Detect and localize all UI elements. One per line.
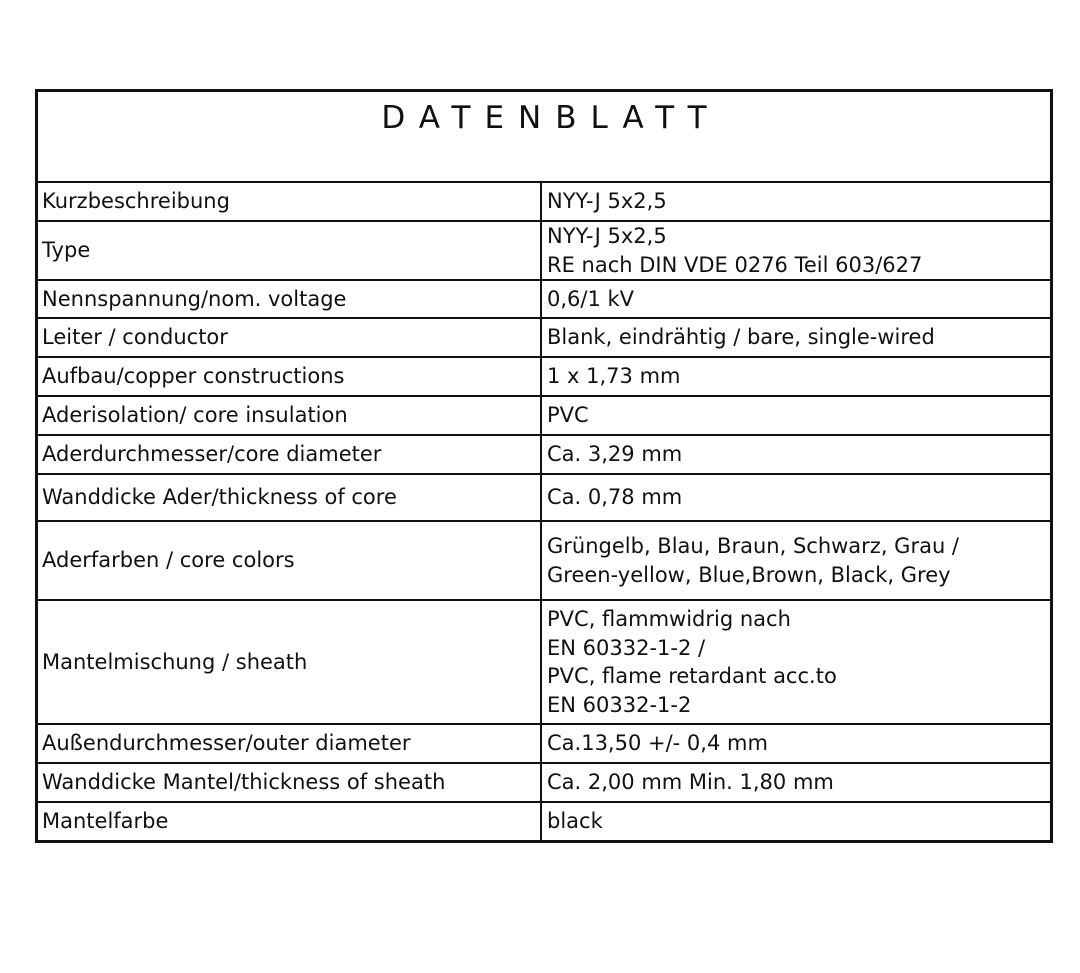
- value-line: PVC, flame retardant acc.to: [547, 664, 837, 688]
- row-value: [541, 280, 1050, 318]
- value-line: NYY-J 5x2,5: [547, 189, 667, 214]
- row-label: Mantelfarbe: [38, 802, 541, 840]
- value-line: Green-yellow, Blue,Brown, Black, Grey: [547, 562, 951, 587]
- row-value: [541, 435, 1050, 474]
- value-line: NYY-J 5x2,5: [547, 224, 667, 248]
- value-line: Ca. 0,78 mm: [547, 485, 683, 510]
- datasheet-table: [35, 89, 1053, 843]
- table-row: [38, 435, 1050, 474]
- row-value: [541, 318, 1050, 357]
- row-label: Nennspannung/nom. voltage: [38, 280, 541, 318]
- table-row: [38, 318, 1050, 357]
- row-label: Aderisolation/ core insulation: [38, 396, 541, 435]
- table-row: [38, 763, 1050, 802]
- row-value: [541, 474, 1050, 521]
- table-row: [38, 357, 1050, 396]
- row-value: [541, 724, 1050, 763]
- table-row: [38, 221, 1050, 280]
- table-row: [38, 183, 1050, 221]
- row-label: Wanddicke Ader/thickness of core: [38, 474, 541, 521]
- row-value: [541, 221, 1050, 280]
- value-line: Ca. 2,00 mm Min. 1,80 mm: [547, 770, 834, 795]
- row-value: [541, 396, 1050, 435]
- row-label: Wanddicke Mantel/thickness of sheath: [38, 763, 541, 802]
- value-line: Ca.13,50 +/- 0,4 mm: [547, 731, 768, 756]
- table-row: [38, 802, 1050, 840]
- value-line: Blank, eindrähtig / bare, single-wired: [547, 325, 935, 350]
- table-row: [38, 474, 1050, 521]
- value-line: Ca. 3,29 mm: [547, 442, 683, 467]
- row-value: [541, 357, 1050, 396]
- table-row: [38, 724, 1050, 763]
- table-row: [38, 396, 1050, 435]
- value-line: EN 60332-1-2: [547, 692, 692, 717]
- row-label: Aufbau/copper constructions: [38, 357, 541, 396]
- value-line: PVC, flammwidrig nach: [547, 607, 791, 631]
- row-value: [541, 763, 1050, 802]
- row-value: [541, 600, 1050, 724]
- row-label: Type: [38, 221, 541, 280]
- row-label: Aderdurchmesser/core diameter: [38, 435, 541, 474]
- value-line: PVC: [547, 403, 589, 428]
- row-value: [541, 183, 1050, 221]
- row-label: Außendurchmesser/outer diameter: [38, 724, 541, 763]
- value-line: Grüngelb, Blau, Braun, Schwarz, Grau /: [547, 534, 960, 558]
- row-label: Kurzbeschreibung: [38, 183, 541, 221]
- table-row: [38, 280, 1050, 318]
- spec-table: [38, 183, 1050, 840]
- title-row: [38, 92, 1050, 183]
- value-line: black: [547, 809, 603, 834]
- row-label: Leiter / conductor: [38, 318, 541, 357]
- table-row: [38, 521, 1050, 600]
- row-label: Mantelmischung / sheath: [38, 600, 541, 724]
- row-label: Aderfarben / core colors: [38, 521, 541, 600]
- row-value: [541, 802, 1050, 840]
- row-value: [541, 521, 1050, 600]
- value-line: 0,6/1 kV: [547, 286, 635, 311]
- value-line: EN 60332-1-2 /: [547, 635, 706, 660]
- table-row: [38, 600, 1050, 724]
- value-line: RE nach DIN VDE 0276 Teil 603/627: [547, 252, 923, 277]
- value-line: 1 x 1,73 mm: [547, 364, 681, 389]
- page-title: DATENBLATT: [381, 100, 721, 136]
